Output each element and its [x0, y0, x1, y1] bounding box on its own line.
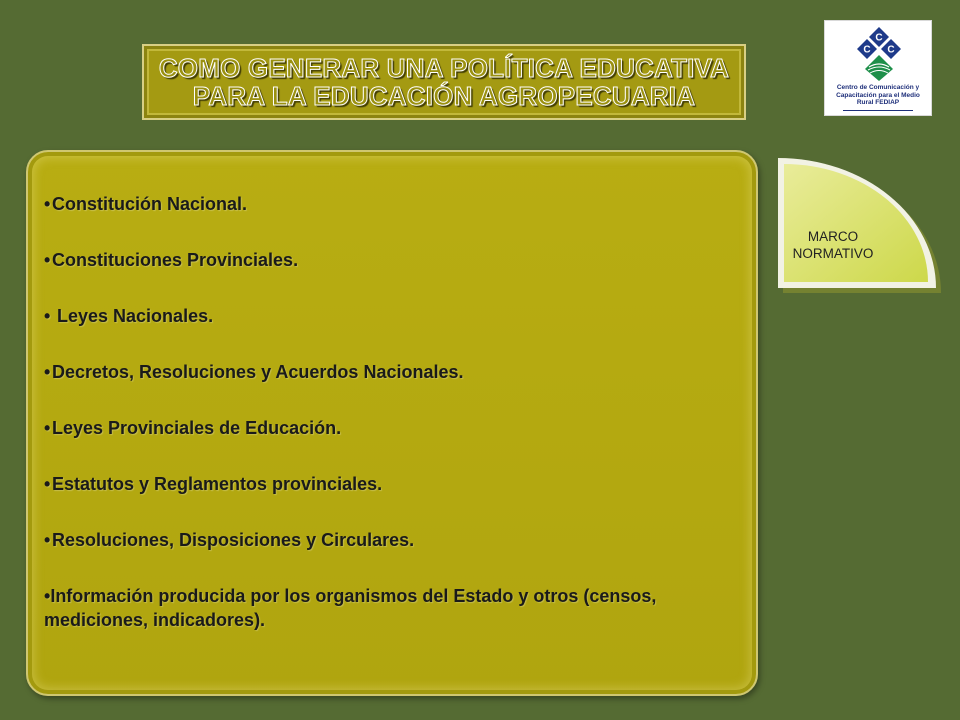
logo-letter-right: C [887, 44, 895, 56]
list-item [44, 528, 744, 552]
bullet-icon: • [44, 586, 51, 606]
marco-normativo-label [788, 228, 878, 262]
marco-label-line-2: NORMATIVO [792, 246, 874, 261]
marco-label-line-1: MARCO [807, 229, 859, 244]
list-item [44, 416, 744, 440]
list-item [44, 584, 744, 632]
logo-letter-left: C [863, 44, 871, 56]
list-item-text: Decretos, Resoluciones y Acuerdos Nacionales. [52, 362, 464, 382]
logo-caption-line-2: Capacitación para el Medio [836, 91, 920, 99]
title-line-2: PARA LA EDUCACIÓN AGROPECUARIA [192, 81, 696, 111]
bullet-icon: • [44, 250, 51, 270]
list-item-text: Leyes Nacionales. [52, 306, 214, 326]
list-item [44, 472, 744, 496]
logo-caption-line-1: Centro de Comunicación y [836, 84, 920, 91]
slide-title-banner [142, 44, 746, 120]
logo-caption [827, 84, 929, 107]
bullet-icon: • [44, 306, 51, 326]
quarter-circle-shape [772, 156, 948, 296]
bullet-icon: • [44, 194, 51, 214]
list-item-text: Estatutos y Reglamentos provinciales. [52, 474, 383, 494]
list-item [44, 360, 744, 384]
marco-normativo-shape [772, 156, 948, 296]
bullet-icon: • [44, 530, 51, 550]
normative-list [44, 192, 744, 664]
logo-letter-top: C [875, 32, 883, 44]
list-item-text: Constituciones Provinciales. [52, 250, 299, 270]
bullet-icon: • [44, 362, 51, 382]
content-panel [26, 150, 758, 696]
logo-underline [843, 110, 913, 111]
ccc-diamond-logo-icon [853, 25, 905, 83]
list-item [44, 192, 744, 216]
list-item [44, 304, 744, 328]
list-item [44, 248, 744, 272]
list-item-text: Constitución Nacional. [52, 194, 248, 214]
bullet-icon: • [44, 418, 51, 438]
list-item-text: Resoluciones, Disposiciones y Circulares. [52, 530, 415, 550]
list-item-text: Información producida por los organismos del Estado y otros (censos, mediciones, indicadores). [44, 586, 657, 630]
bullet-icon: • [44, 474, 51, 494]
organization-logo [824, 20, 932, 116]
logo-caption-line-3: Rural FEDIAP [856, 99, 900, 106]
list-item-text: Leyes Provinciales de Educación. [52, 418, 342, 438]
title-line-1: COMO GENERAR UNA POLÍTICA EDUCATIVA [158, 53, 730, 83]
